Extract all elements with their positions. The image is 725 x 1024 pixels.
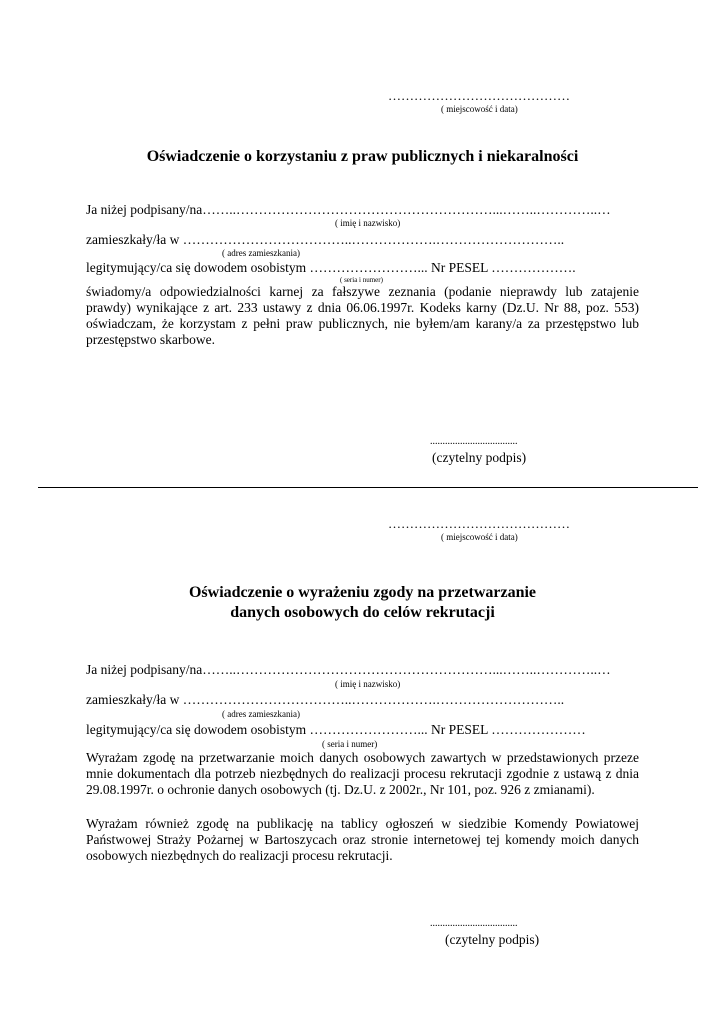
section-divider xyxy=(38,487,698,488)
place-date-line: …………………………………… xyxy=(388,516,570,531)
signature-line: ................................... xyxy=(430,918,518,929)
declaration-paragraph: świadomy/a odpowiedzialności karnej za fałszywe zeznania (podanie nieprawdy lub zatajenie prawdy) wynikające z art. 233 ustawy z dnia 06.06.1997r. Kodeks karny (Dz.U. Nr 88, poz. 553) oświadczam, że korzystam z pełni praw publicznych, nie byłem/am karany/a za przestępstwo lub przestępstwo skarbowe. xyxy=(86,284,639,347)
address-caption: ( adres zamieszkania) xyxy=(222,248,300,258)
signature-caption: (czytelny podpis) xyxy=(445,932,540,947)
place-date-caption: ( miejscowość i data) xyxy=(441,104,518,114)
id-caption: ( seria i numer) xyxy=(322,739,378,749)
signature-line: ................................... xyxy=(430,436,518,447)
name-caption: ( imię i nazwisko) xyxy=(335,679,401,689)
place-date-caption: ( miejscowość i data) xyxy=(441,532,518,542)
id-caption: ( seria i numer) xyxy=(340,276,383,284)
address-caption: ( adres zamieszkania) xyxy=(222,709,300,719)
address-field-line: zamieszkały/ła w ………………………………..……………….……………………….. xyxy=(86,692,565,707)
name-field-line: Ja niżej podpisany/na……..…………………………………………………...……..…………..… xyxy=(86,662,611,677)
consent-title-line-2: danych osobowych do celów rekrutacji xyxy=(230,604,495,621)
consent-paragraph-2: Wyrażam również zgodę na publikację na tablicy ogłoszeń w siedzibie Komendy Powiatowej Państwowej Straży Pożarnej w Bartoszycach oraz stronie internetowej tej komendy moich danych osobowych niezbędnych do realizacji procesu rekrutacji. xyxy=(86,816,639,863)
signature-caption: (czytelny podpis) xyxy=(432,450,527,465)
consent-title-line-1: Oświadczenie o wyrażeniu zgody na przetwarzanie xyxy=(188,584,537,601)
name-field-line: Ja niżej podpisany/na……..…………………………………………………...……..…………..… xyxy=(86,202,611,217)
declaration-title: Oświadczenie o korzystaniu z praw publicznych i niekaralności xyxy=(146,148,579,165)
place-date-line: …………………………………… xyxy=(388,88,570,103)
id-field-line: legitymujący/ca się dowodem osobistym ……………………... Nr PESEL ………………. xyxy=(86,260,576,275)
name-caption: ( imię i nazwisko) xyxy=(335,218,401,228)
id-field-line: legitymujący/ca się dowodem osobistym ……………………... Nr PESEL ………………… xyxy=(86,722,586,737)
consent-paragraph-1: Wyrażam zgodę na przetwarzanie moich danych osobowych zawartych w przedstawionych przeze mnie dokumentach dla potrzeb niezbędnych do realizacji procesu rekrutacji zgodnie z ustawą z dnia 29.08.1997r. o ochronie danych osobowych (tj. Dz.U. z 2002r., Nr 101, poz. 926 z zmianami). xyxy=(86,750,639,797)
address-field-line: zamieszkały/ła w ………………………………..……………….……………………….. xyxy=(86,232,565,247)
